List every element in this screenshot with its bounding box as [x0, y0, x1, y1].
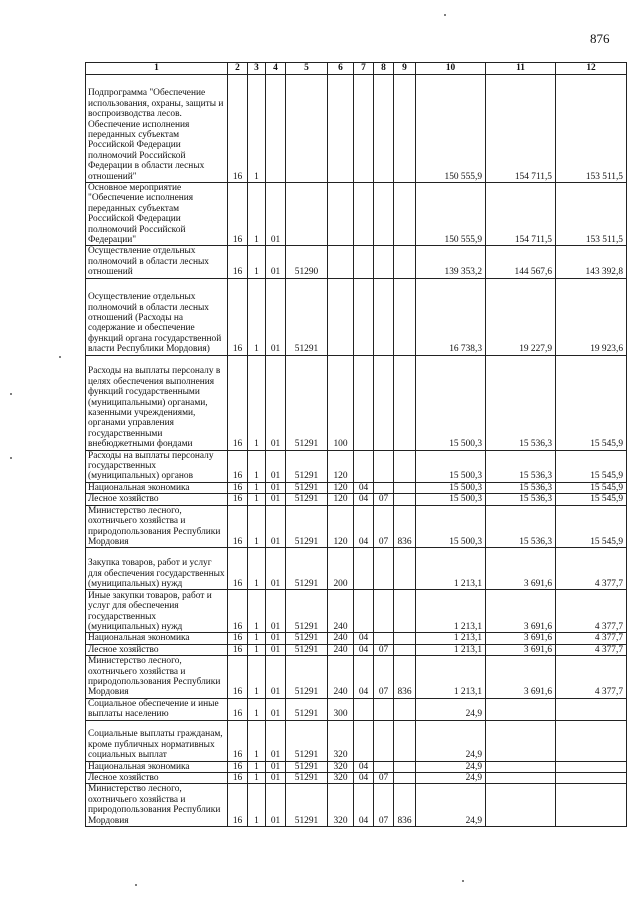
code-cell: 16 — [228, 548, 248, 590]
table-row — [86, 590, 627, 633]
code-cell: 100 — [328, 355, 354, 450]
code-cell: 16 — [228, 633, 248, 644]
amount-cell: 150 555,9 — [416, 75, 486, 183]
code-cell: 16 — [228, 720, 248, 761]
amount-cell — [486, 720, 556, 761]
amount-cell: 154 711,5 — [486, 75, 556, 183]
amount-cell: 15 500,3 — [416, 494, 486, 505]
code-cell: 1 — [248, 548, 266, 590]
amount-cell: 153 511,5 — [556, 75, 627, 183]
code-cell — [286, 183, 328, 246]
code-cell: 120 — [328, 482, 354, 493]
row-name-cell: Основное мероприятие "Обеспечение исполнения переданных субъектам Российской Федерации полномочий Российской Федерации" — [86, 183, 228, 246]
code-cell: 1 — [248, 698, 266, 720]
scan-speck — [10, 393, 12, 395]
code-cell — [354, 590, 374, 633]
amount-cell: 3 691,6 — [486, 633, 556, 644]
table-row — [86, 482, 627, 493]
code-cell: 1 — [248, 482, 266, 493]
code-cell: 51291 — [286, 494, 328, 505]
col-header: 4 — [266, 63, 286, 75]
code-cell — [354, 75, 374, 183]
code-cell — [394, 246, 416, 278]
code-cell: 1 — [248, 590, 266, 633]
code-cell: 16 — [228, 784, 248, 827]
table-row — [86, 644, 627, 655]
code-cell: 04 — [354, 761, 374, 772]
code-cell — [374, 698, 394, 720]
code-cell — [394, 644, 416, 655]
code-cell — [354, 246, 374, 278]
amount-cell: 24,9 — [416, 698, 486, 720]
code-cell: 07 — [374, 494, 394, 505]
amount-cell: 15 500,3 — [416, 482, 486, 493]
amount-cell — [486, 761, 556, 772]
code-cell: 16 — [228, 278, 248, 355]
code-cell: 01 — [266, 246, 286, 278]
code-cell: 1 — [248, 720, 266, 761]
code-cell: 240 — [328, 590, 354, 633]
amount-cell — [556, 772, 627, 783]
code-cell: 04 — [354, 494, 374, 505]
code-cell — [394, 590, 416, 633]
amount-cell: 15 536,3 — [486, 450, 556, 482]
table-row — [86, 278, 627, 355]
code-cell: 51290 — [286, 246, 328, 278]
col-header: 11 — [486, 63, 556, 75]
code-cell: 51291 — [286, 656, 328, 699]
amount-cell: 153 511,5 — [556, 183, 627, 246]
table-row — [86, 183, 627, 246]
amount-cell: 15 500,3 — [416, 355, 486, 450]
code-cell — [394, 548, 416, 590]
code-cell: 04 — [354, 656, 374, 699]
table-row — [86, 784, 627, 827]
col-header: 7 — [354, 63, 374, 75]
code-cell: 51291 — [286, 278, 328, 355]
code-cell: 51291 — [286, 772, 328, 783]
code-cell: 04 — [354, 482, 374, 493]
code-cell: 16 — [228, 482, 248, 493]
row-name-cell: Осуществление отдельных полномочий в области лесных отношений — [86, 246, 228, 278]
amount-cell — [486, 784, 556, 827]
col-header: 8 — [374, 63, 394, 75]
amount-cell: 15 500,3 — [416, 450, 486, 482]
row-name-cell: Лесное хозяйство — [86, 494, 228, 505]
amount-cell: 15 536,3 — [486, 355, 556, 450]
code-cell — [374, 183, 394, 246]
code-cell — [286, 75, 328, 183]
code-cell — [394, 720, 416, 761]
col-header: 6 — [328, 63, 354, 75]
code-cell — [328, 278, 354, 355]
amount-cell: 1 213,1 — [416, 590, 486, 633]
code-cell: 07 — [374, 656, 394, 699]
code-cell: 01 — [266, 784, 286, 827]
code-cell: 1 — [248, 246, 266, 278]
amount-cell — [556, 698, 627, 720]
table-row — [86, 698, 627, 720]
amount-cell: 15 545,9 — [556, 482, 627, 493]
row-name-cell: Национальная экономика — [86, 633, 228, 644]
code-cell: 16 — [228, 656, 248, 699]
amount-cell: 16 738,3 — [416, 278, 486, 355]
code-cell: 51291 — [286, 698, 328, 720]
amount-cell: 139 353,2 — [416, 246, 486, 278]
code-cell — [374, 548, 394, 590]
table-row — [86, 75, 627, 183]
code-cell: 1 — [248, 772, 266, 783]
table-row — [86, 355, 627, 450]
row-name-cell: Министерство лесного, охотничьего хозяйства и природопользования Республики Мордовия — [86, 656, 228, 699]
amount-cell: 143 392,8 — [556, 246, 627, 278]
code-cell — [374, 720, 394, 761]
code-cell — [354, 355, 374, 450]
code-cell: 16 — [228, 75, 248, 183]
code-cell — [394, 355, 416, 450]
code-cell: 1 — [248, 494, 266, 505]
table-row — [86, 246, 627, 278]
row-name-cell: Национальная экономика — [86, 482, 228, 493]
scan-speck — [59, 356, 61, 358]
amount-cell: 150 555,9 — [416, 183, 486, 246]
code-cell: 120 — [328, 505, 354, 548]
code-cell: 01 — [266, 772, 286, 783]
code-cell: 04 — [354, 644, 374, 655]
amount-cell: 4 377,7 — [556, 590, 627, 633]
code-cell — [394, 278, 416, 355]
code-cell — [374, 246, 394, 278]
code-cell — [394, 698, 416, 720]
amount-cell: 1 213,1 — [416, 656, 486, 699]
row-name-cell: Иные закупки товаров, работ и услуг для обеспечения государственных (муниципальных) нужд — [86, 590, 228, 633]
code-cell: 300 — [328, 698, 354, 720]
amount-cell: 3 691,6 — [486, 644, 556, 655]
code-cell — [394, 761, 416, 772]
table-row — [86, 656, 627, 699]
amount-cell — [556, 761, 627, 772]
code-cell: 1 — [248, 784, 266, 827]
code-cell: 1 — [248, 505, 266, 548]
amount-cell: 1 213,1 — [416, 644, 486, 655]
header-row — [86, 63, 627, 75]
code-cell: 51291 — [286, 505, 328, 548]
table-row — [86, 450, 627, 482]
code-cell — [354, 183, 374, 246]
code-cell: 01 — [266, 494, 286, 505]
code-cell: 51291 — [286, 482, 328, 493]
code-cell — [394, 450, 416, 482]
row-name-cell: Социальное обеспечение и иные выплаты населению — [86, 698, 228, 720]
code-cell — [266, 75, 286, 183]
row-name-cell: Министерство лесного, охотничьего хозяйства и природопользования Республики Мордовия — [86, 784, 228, 827]
amount-cell: 24,9 — [416, 784, 486, 827]
code-cell: 1 — [248, 761, 266, 772]
code-cell: 51291 — [286, 548, 328, 590]
amount-cell: 15 536,3 — [486, 494, 556, 505]
code-cell — [354, 698, 374, 720]
code-cell: 51291 — [286, 590, 328, 633]
table-row — [86, 720, 627, 761]
code-cell: 120 — [328, 450, 354, 482]
code-cell: 07 — [374, 772, 394, 783]
code-cell: 200 — [328, 548, 354, 590]
code-cell: 16 — [228, 450, 248, 482]
code-cell — [374, 633, 394, 644]
code-cell — [374, 355, 394, 450]
scan-speck — [135, 884, 137, 886]
row-name-cell: Лесное хозяйство — [86, 772, 228, 783]
amount-cell — [556, 784, 627, 827]
code-cell: 01 — [266, 633, 286, 644]
amount-cell: 24,9 — [416, 720, 486, 761]
code-cell: 320 — [328, 772, 354, 783]
code-cell — [354, 278, 374, 355]
code-cell: 04 — [354, 784, 374, 827]
amount-cell: 1 213,1 — [416, 633, 486, 644]
code-cell: 01 — [266, 355, 286, 450]
code-cell: 16 — [228, 772, 248, 783]
code-cell: 320 — [328, 761, 354, 772]
code-cell — [394, 633, 416, 644]
row-name-cell: Закупка товаров, работ и услуг для обеспечения государственных (муниципальных) нужд — [86, 548, 228, 590]
amount-cell: 15 536,3 — [486, 505, 556, 548]
code-cell — [394, 494, 416, 505]
scan-speck — [462, 880, 464, 882]
code-cell — [374, 482, 394, 493]
row-name-cell: Расходы на выплаты персоналу в целях обеспечения выполнения функций государственными (муниципальными) органами, казенными учреждениями, органами управления государственными внебюджетными фондами — [86, 355, 228, 450]
code-cell: 836 — [394, 656, 416, 699]
code-cell: 51291 — [286, 633, 328, 644]
amount-cell: 15 545,9 — [556, 494, 627, 505]
amount-cell: 3 691,6 — [486, 656, 556, 699]
budget-table — [85, 62, 627, 827]
code-cell: 01 — [266, 720, 286, 761]
scan-speck — [444, 14, 446, 16]
code-cell: 07 — [374, 505, 394, 548]
table-row — [86, 505, 627, 548]
code-cell: 01 — [266, 656, 286, 699]
code-cell: 01 — [266, 644, 286, 655]
amount-cell: 154 711,5 — [486, 183, 556, 246]
table-row — [86, 772, 627, 783]
code-cell: 240 — [328, 644, 354, 655]
col-header: 9 — [394, 63, 416, 75]
code-cell — [394, 183, 416, 246]
code-cell — [394, 75, 416, 183]
amount-cell: 15 536,3 — [486, 482, 556, 493]
amount-cell: 24,9 — [416, 761, 486, 772]
code-cell — [374, 590, 394, 633]
amount-cell: 3 691,6 — [486, 548, 556, 590]
scan-speck — [10, 457, 12, 459]
amount-cell: 19 227,9 — [486, 278, 556, 355]
col-header: 2 — [228, 63, 248, 75]
amount-cell: 15 545,9 — [556, 450, 627, 482]
amount-cell: 19 923,6 — [556, 278, 627, 355]
code-cell: 16 — [228, 246, 248, 278]
row-name-cell: Лесное хозяйство — [86, 644, 228, 655]
code-cell: 16 — [228, 494, 248, 505]
code-cell: 1 — [248, 633, 266, 644]
amount-cell: 4 377,7 — [556, 548, 627, 590]
code-cell: 51291 — [286, 784, 328, 827]
amount-cell — [486, 772, 556, 783]
code-cell — [328, 183, 354, 246]
col-header: 5 — [286, 63, 328, 75]
code-cell: 120 — [328, 494, 354, 505]
code-cell: 01 — [266, 505, 286, 548]
row-name-cell: Подпрограмма "Обеспечение использования, охраны, защиты и воспроизводства лесов. Обеспечение исполнения переданных субъектам Российской Федерации полномочий Российской Федерации в области лесных отношений" — [86, 75, 228, 183]
code-cell: 836 — [394, 505, 416, 548]
code-cell: 1 — [248, 644, 266, 655]
table-row — [86, 633, 627, 644]
code-cell: 320 — [328, 784, 354, 827]
amount-cell: 15 545,9 — [556, 505, 627, 548]
amount-cell — [486, 698, 556, 720]
amount-cell: 1 213,1 — [416, 548, 486, 590]
code-cell: 07 — [374, 784, 394, 827]
code-cell — [328, 75, 354, 183]
code-cell — [354, 450, 374, 482]
code-cell — [374, 278, 394, 355]
code-cell: 04 — [354, 505, 374, 548]
code-cell: 51291 — [286, 450, 328, 482]
code-cell: 1 — [248, 75, 266, 183]
row-name-cell: Национальная экономика — [86, 761, 228, 772]
amount-cell: 4 377,7 — [556, 644, 627, 655]
col-header: 12 — [556, 63, 627, 75]
code-cell — [374, 450, 394, 482]
code-cell: 240 — [328, 656, 354, 699]
code-cell: 16 — [228, 355, 248, 450]
code-cell — [374, 75, 394, 183]
code-cell: 16 — [228, 698, 248, 720]
code-cell: 01 — [266, 482, 286, 493]
code-cell: 1 — [248, 278, 266, 355]
code-cell: 1 — [248, 355, 266, 450]
col-header: 1 — [86, 63, 228, 75]
col-header: 3 — [248, 63, 266, 75]
amount-cell: 24,9 — [416, 772, 486, 783]
code-cell: 01 — [266, 183, 286, 246]
amount-cell: 4 377,7 — [556, 633, 627, 644]
code-cell — [354, 548, 374, 590]
amount-cell: 15 500,3 — [416, 505, 486, 548]
code-cell — [394, 772, 416, 783]
code-cell — [328, 246, 354, 278]
code-cell: 16 — [228, 505, 248, 548]
code-cell: 01 — [266, 548, 286, 590]
amount-cell: 144 567,6 — [486, 246, 556, 278]
code-cell: 16 — [228, 644, 248, 655]
row-name-cell: Социальные выплаты гражданам, кроме публичных нормативных социальных выплат — [86, 720, 228, 761]
row-name-cell: Расходы на выплаты персоналу государственных (муниципальных) органов — [86, 450, 228, 482]
code-cell: 04 — [354, 772, 374, 783]
table-row — [86, 494, 627, 505]
code-cell: 16 — [228, 590, 248, 633]
code-cell: 01 — [266, 278, 286, 355]
code-cell: 51291 — [286, 355, 328, 450]
code-cell — [374, 761, 394, 772]
code-cell: 51291 — [286, 644, 328, 655]
code-cell — [394, 482, 416, 493]
page-number: 876 — [590, 31, 610, 46]
amount-cell: 3 691,6 — [486, 590, 556, 633]
code-cell: 1 — [248, 183, 266, 246]
table-row — [86, 548, 627, 590]
code-cell: 16 — [228, 183, 248, 246]
row-name-cell: Министерство лесного, охотничьего хозяйства и природопользования Республики Мордовия — [86, 505, 228, 548]
code-cell: 51291 — [286, 761, 328, 772]
col-header: 10 — [416, 63, 486, 75]
code-cell: 07 — [374, 644, 394, 655]
code-cell: 01 — [266, 450, 286, 482]
code-cell: 04 — [354, 633, 374, 644]
code-cell: 1 — [248, 656, 266, 699]
code-cell: 320 — [328, 720, 354, 761]
code-cell: 240 — [328, 633, 354, 644]
code-cell: 1 — [248, 450, 266, 482]
code-cell — [354, 720, 374, 761]
code-cell: 836 — [394, 784, 416, 827]
amount-cell: 4 377,7 — [556, 656, 627, 699]
code-cell: 51291 — [286, 720, 328, 761]
table-row — [86, 761, 627, 772]
code-cell: 16 — [228, 761, 248, 772]
row-name-cell: Осуществление отдельных полномочий в области лесных отношений (Расходы на содержание и обеспечение функций органа государственной власти Республики Мордовия) — [86, 278, 228, 355]
amount-cell: 15 545,9 — [556, 355, 627, 450]
code-cell: 01 — [266, 698, 286, 720]
code-cell: 01 — [266, 590, 286, 633]
code-cell: 01 — [266, 761, 286, 772]
amount-cell — [556, 720, 627, 761]
